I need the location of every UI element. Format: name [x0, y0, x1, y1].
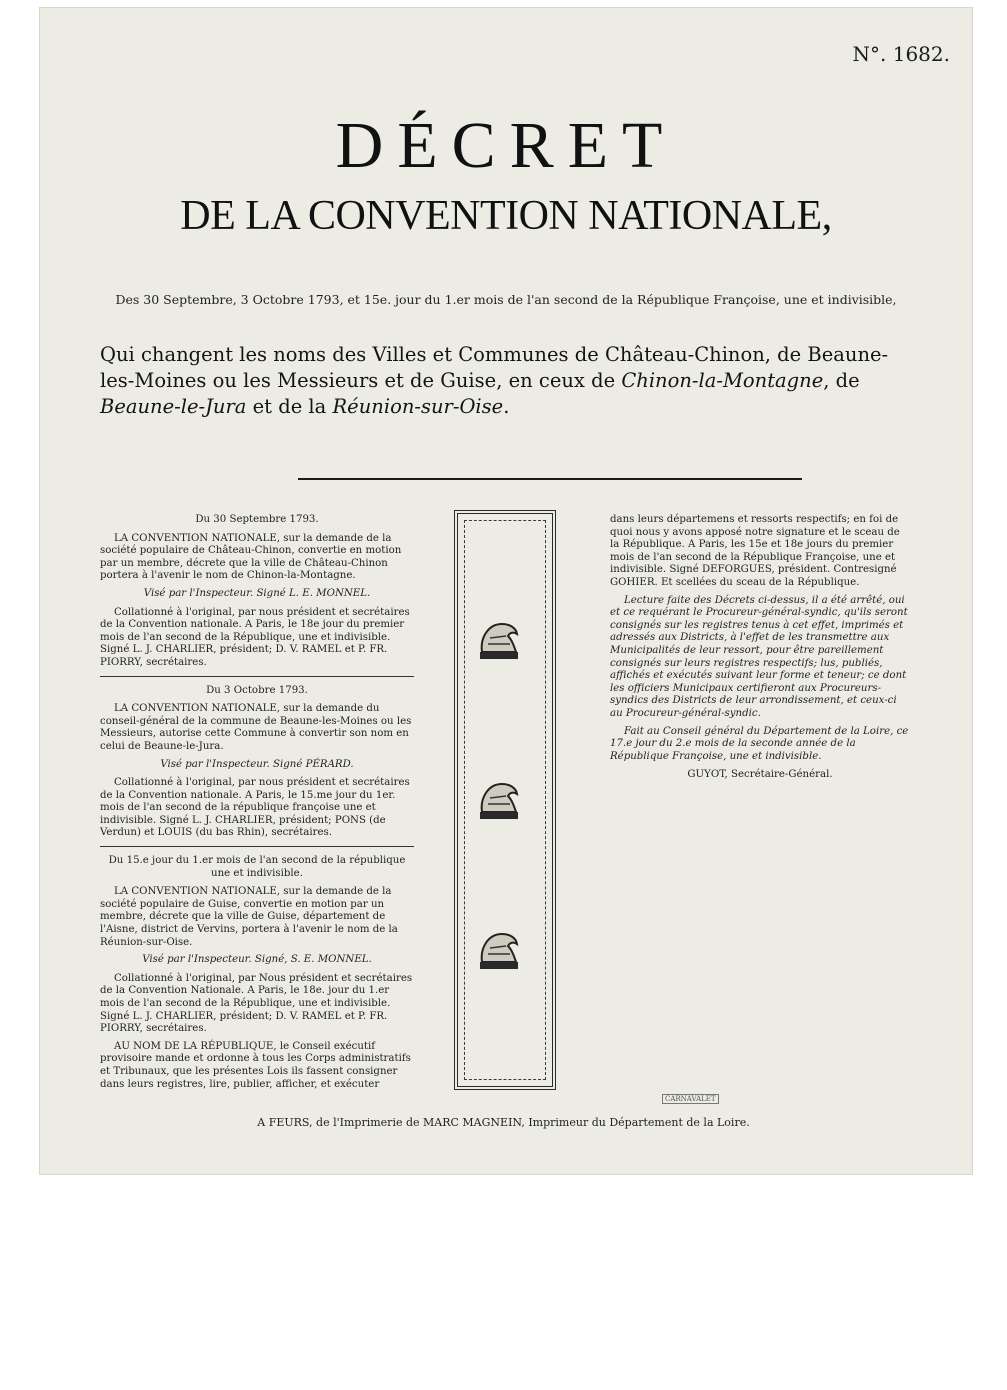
section1-header: Du 30 Septembre 1793.: [195, 514, 319, 525]
section3-body: LA CONVENTION NATIONALE, sur la demande de la société populaire de Guise, convertie en motion par un membre, décrete que la ville de Guise, département de l'Aisne, district de Vervins, portera à l'avenir le nom de la Réunion-sur-Oise.: [100, 886, 398, 948]
section2-collation: Collationné à l'original, par nous président et secrétaires de la Convention nationale. A Paris, le 15.me jour du 1er. mois de l'an second de la république françoise une et indivisible. Signé L. J. CHARLIER, président; PONS (de Verdun) et LOUIS (du bas Rhin), secrétaires.: [100, 777, 410, 839]
right-paragraph-2: Lecture faite des Décrets ci-dessus, il a été arrêté, oui et ce requérant le Procureur-général-syndic, qu'ils seront consignés sur les registres tenus à cet effet, imprimés et adressés aux Districts, à l'effet de les transmettre aux Municipalités de leur ressort, pour être pareillement consignés sur leurs registres respectifs; lus, publiés, affichés et exécutés suivant leur forme et teneur; ce dont les officiers Municipaux certifieront aux Procureurs-syndics des Districts de leur arrondissement, et ceux-ci au Procureur-général-syndic.: [610, 594, 908, 719]
subtitle-name-3: Réunion-sur-Oise: [332, 395, 504, 418]
ornamental-border-panel: [454, 510, 556, 1090]
subtitle-text-2: , de: [823, 369, 860, 392]
title-decret: DÉCRET: [335, 109, 677, 182]
phrygian-cap-icon: [474, 774, 524, 824]
subtitle-text-1: Qui changent les noms des Villes et Communes de Château-Chinon, de Beaune-les-Moines ou les Messieurs et de Guise, en ceux de: [100, 343, 889, 392]
section3-vise: Visé par l'Inspecteur. Signé, S. E. MONNEL.: [142, 954, 372, 966]
title-divider: [298, 478, 802, 480]
section1-body: LA CONVENTION NATIONALE, sur la demande de la société populaire de Château-Chinon, convertie en motion par un membre, décrete que la ville de Château-Chinon portera à l'avenir le nom de Chinon-la-Montagne.: [100, 532, 402, 582]
phrygian-cap-icon: [474, 614, 524, 664]
section1-collation: Collationné à l'original, par nous président et secrétaires de la Convention nationale. A Paris, le 18e jour du premier mois de l'an second de la République, une et indivisible. Signé L. J. CHARLIER, président; D. V. RAMEL et P. FR. PIORRY, secrétaires.: [100, 606, 410, 668]
museum-stamp: CARNAVALET: [662, 1094, 719, 1104]
subtitle-text-3: et de la: [246, 395, 333, 418]
section3-header: Du 15.e jour du 1.er mois de l'an second de la république une et indivisible.: [108, 855, 406, 879]
document-number: N°. 1682.: [852, 42, 950, 66]
section1-vise: Visé par l'Inspecteur. Signé L. E. MONNEL.: [143, 587, 371, 599]
section2-body: LA CONVENTION NATIONALE, sur la demande du conseil-général de la commune de Beaune-les-Moines ou les Messieurs, autorise cette Commune à convertir son nom en celui de Beaune-le-Jura.: [100, 703, 412, 752]
section4-body: AU NOM DE LA RÉPUBLIQUE, le Conseil exécutif provisoire mande et ordonne à tous les Corps administratifs et Tribunaux, que les présentes Lois ils fassent consigner dans leurs registres, lire, publier, afficher, et exécuter: [100, 1040, 411, 1090]
title-convention: DE LA CONVENTION NATIONALE,: [180, 193, 832, 239]
section2-header: Du 3 Octobre 1793.: [206, 684, 308, 696]
phrygian-cap-icon: [474, 924, 524, 974]
section-divider: [100, 846, 414, 847]
signature: GUYOT, Secrétaire-Général.: [687, 769, 833, 781]
subtitle-name-1: Chinon-la-Montagne: [621, 369, 824, 392]
dates-line: Des 30 Septembre, 3 Octobre 1793, et 15e. jour du 1.er mois de l'an second de la République Françoise, une et indivisible,: [115, 292, 897, 307]
subtitle-name-2: Beaune-le-Jura: [100, 395, 247, 418]
right-column: [610, 514, 910, 788]
section-divider: [100, 676, 414, 677]
section3-collation: Collationné à l'original, par Nous président et secrétaires de la Convention Nationale. A Paris, le 18e. jour du 1.er mois de l'an second de la République, une et indivisible. Signé L. J. CHARLIER, président; D. V. RAMEL et P. FR. PIORRY, secrétaires.: [100, 972, 413, 1035]
subtitle-text-4: .: [503, 395, 510, 418]
left-column: [100, 514, 414, 1096]
right-paragraph-1: dans leurs départemens et ressorts respectifs; en foi de quoi nous y avons apposé notre signature et le sceau de la République. A Paris, les 15e et 18e jours du premier mois de l'an second de la République Françoise, une et indivisible. Signé DEFORGUES, président. Contresigné GOHIER. Et scellées du sceau de la République.: [610, 514, 900, 588]
right-paragraph-3: Fait au Conseil général du Département de la Loire, ce 17.e jour du 2.e mois de la seconde année de la République Françoise, une et indivisible.: [610, 725, 909, 762]
section2-vise: Visé par l'Inspecteur. Signé PÉRARD.: [160, 758, 354, 770]
decree-subtitle: [100, 342, 918, 420]
printer-footer: A FEURS, de l'Imprimerie de MARC MAGNEIN, Imprimeur du Département de la Loire.: [257, 1116, 750, 1129]
